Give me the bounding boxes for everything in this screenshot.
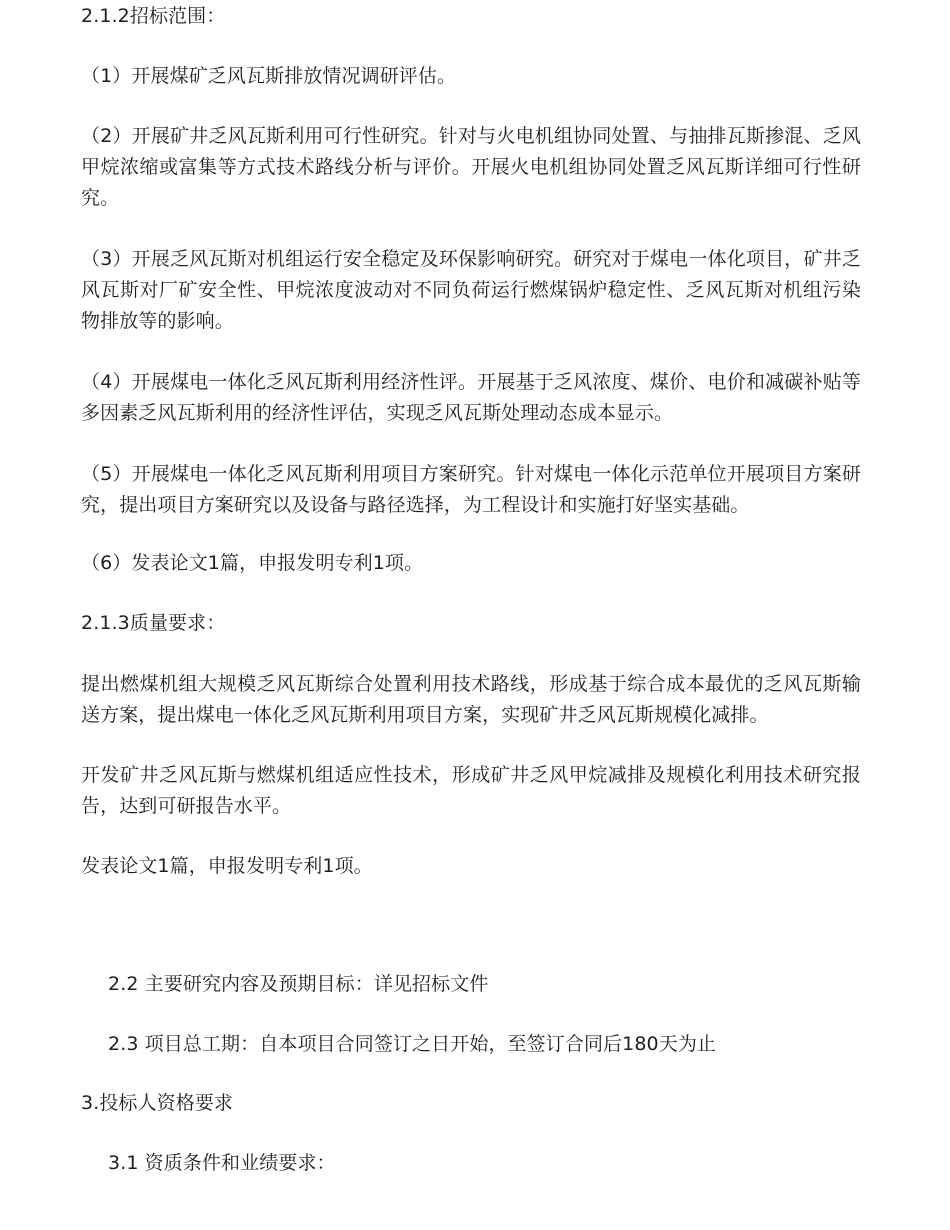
quality-item-3: 发表论文1篇，申报发明专利1项。 bbox=[81, 855, 373, 877]
quality-item-1: 提出燃煤机组大规模乏风瓦斯综合处置利用技术路线，形成基于综合成本最优的乏风瓦斯输送方案，提出煤电一体化乏风瓦斯利用项目方案，实现矿井乏风瓦斯规模化减排。 bbox=[81, 673, 861, 726]
section-heading-2-1-3: 2.1.3质量要求： bbox=[81, 612, 226, 634]
scope-item-1: （1）开展煤矿乏风瓦斯排放情况调研评估。 bbox=[81, 65, 457, 87]
section-heading-3-1: 3.1 资质条件和业绩要求： bbox=[108, 1152, 336, 1174]
scope-item-5: （5）开展煤电一体化乏风瓦斯利用项目方案研究。针对煤电一体化示范单位开展项目方案研究，提出项目方案研究以及设备与路径选择，为工程设计和实施打好坚实基础。 bbox=[81, 463, 861, 516]
section-heading-3: 3.投标人资格要求 bbox=[81, 1092, 234, 1114]
scope-item-3: （3）开展乏风瓦斯对机组运行安全稳定及环保影响研究。研究对于煤电一体化项目，矿井乏风瓦斯对厂矿安全性、甲烷浓度波动对不同负荷运行燃煤锅炉稳定性、乏风瓦斯对机组污染物排放等的影响。 bbox=[81, 248, 861, 332]
scope-item-2: （2）开展矿井乏风瓦斯利用可行性研究。针对与火电机组协同处置、与抽排瓦斯掺混、乏风甲烷浓缩或富集等方式技术路线分析与评价。开展火电机组协同处置乏风瓦斯详细可行性研究。 bbox=[81, 125, 861, 209]
scope-item-4: （4）开展煤电一体化乏风瓦斯利用经济性评。开展基于乏风浓度、煤价、电价和减碳补贴等多因素乏风瓦斯利用的经济性评估，实现乏风瓦斯处理动态成本显示。 bbox=[81, 371, 861, 424]
section-heading-2-2: 2.2 主要研究内容及预期目标：详见招标文件 bbox=[108, 973, 489, 995]
section-heading-2-1-2: 2.1.2招标范围： bbox=[81, 5, 226, 27]
scope-item-6: （6）发表论文1篇，申报发明专利1项。 bbox=[81, 552, 424, 574]
quality-item-2: 开发矿井乏风瓦斯与燃煤机组适应性技术，形成矿井乏风甲烷减排及规模化利用技术研究报告，达到可研报告水平。 bbox=[81, 764, 861, 817]
section-heading-2-3: 2.3 项目总工期：自本项目合同签订之日开始，至签订合同后180天为止 bbox=[108, 1033, 717, 1055]
